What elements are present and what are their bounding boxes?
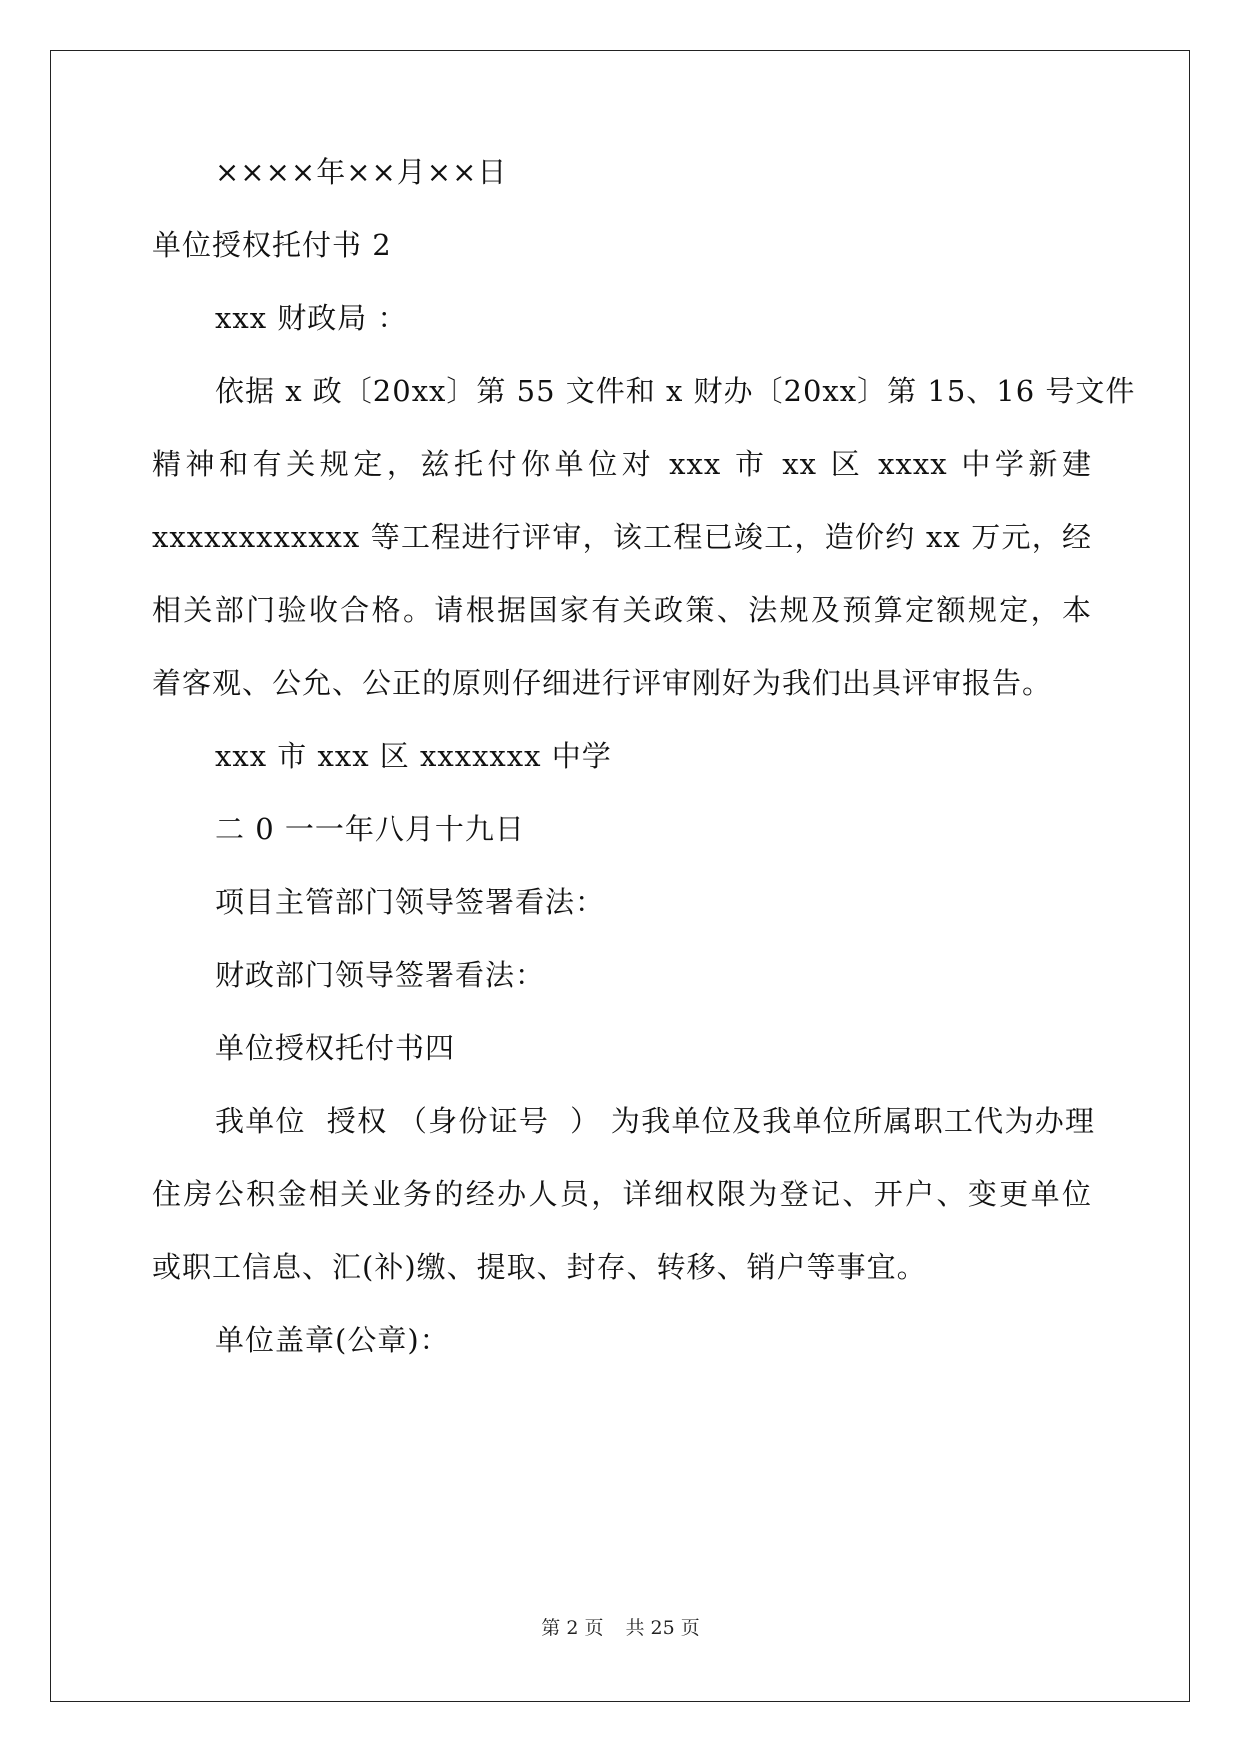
authorization-paragraph-line: 我单位 授权 （身份证号 ） 为我单位及我单位所属职工代为办理 [215,1104,1095,1138]
authorization-paragraph-line: 住房公积金相关业务的经办人员，详细权限为登记、开户、变更单位 [152,1177,1092,1211]
seal-line: 单位盖章(公章)： [215,1323,450,1357]
finance-opinion-line: 财政部门领导签署看法： [215,958,546,992]
signatory-school-line: xxx 市 xxx 区 xxxxxxx 中学 [215,739,612,773]
authorization-paragraph-line: 或职工信息、汇(补)缴、提取、封存、转移、销户等事宜。 [152,1250,927,1284]
body-paragraph-line: xxxxxxxxxxxx 等工程进行评审，该工程已竣工，造价约 xx 万元，经 [152,520,1092,554]
signature-date-line: 二 0 一一年八月十九日 [215,812,525,846]
page-number: 第 2 页 [541,1617,604,1639]
date-placeholder-line: ××××年××月××日 [215,155,508,189]
page-total: 共 25 页 [625,1617,700,1639]
section-title-2: 单位授权托付书 2 [152,228,392,262]
body-paragraph-line: 精神和有关规定，兹托付你单位对 xxx 市 xx 区 xxxx 中学新建 [152,447,1092,481]
body-paragraph-line: 相关部门验收合格。请根据国家有关政策、法规及预算定额规定，本 [152,593,1092,627]
body-paragraph-line: 着客观、公允、公正的原则仔细进行评审刚好为我们出具评审报告。 [152,666,1053,700]
section-title-4: 单位授权托付书四 [215,1031,456,1065]
page-footer [0,1616,1241,1640]
department-opinion-line: 项目主管部门领导签署看法： [215,885,606,919]
body-paragraph-line: 依据 x 政〔20xx〕第 55 文件和 x 财办〔20xx〕第 15、16 号文件 [215,374,1136,408]
addressee-line: xxx 财政局 ： [215,301,408,335]
